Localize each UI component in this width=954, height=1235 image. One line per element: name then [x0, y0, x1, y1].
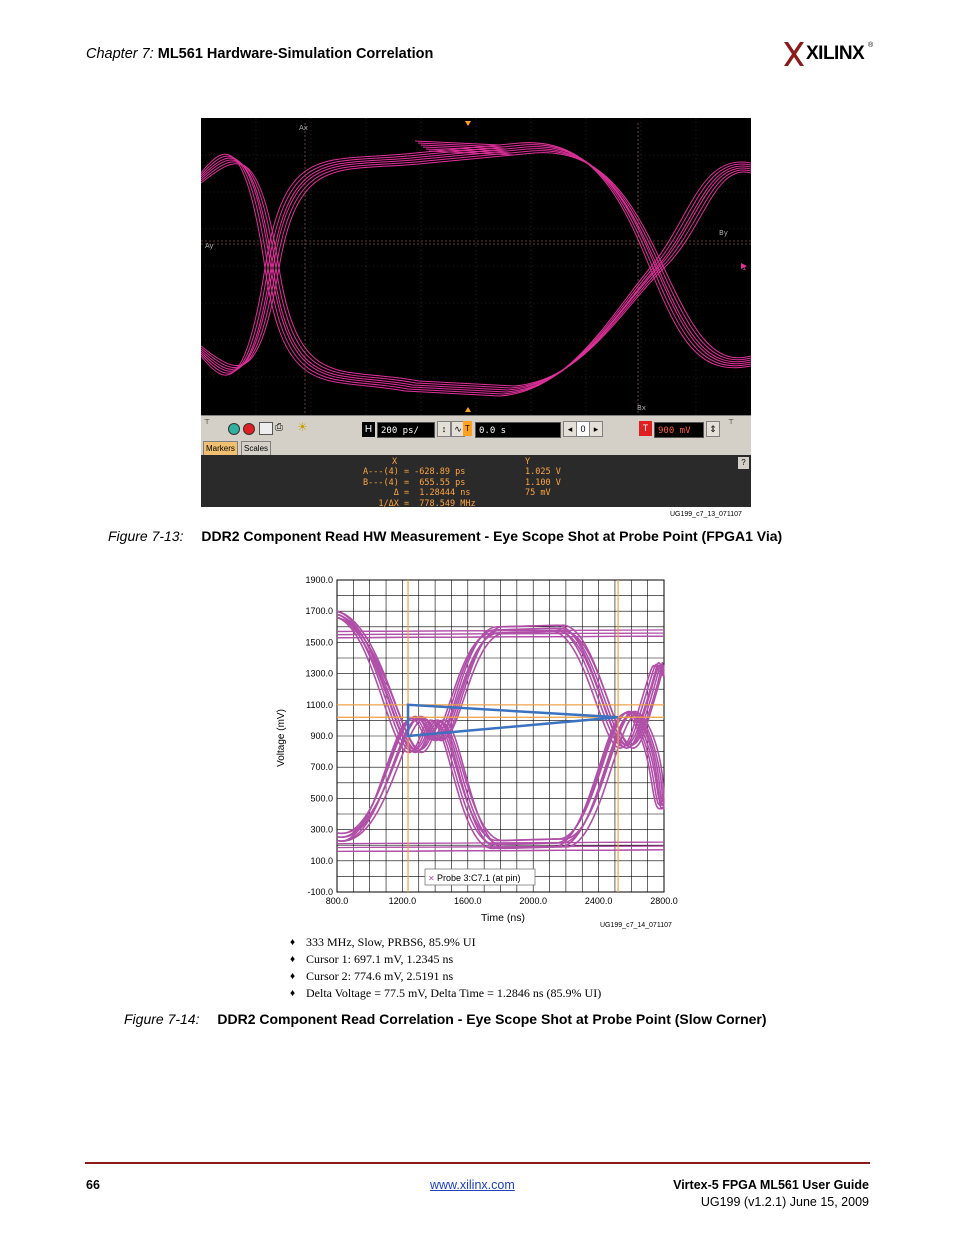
chart-legend	[425, 869, 535, 885]
y-tick-label: 1900.0	[305, 575, 333, 585]
marker-readout-panel	[201, 455, 751, 507]
delay-decrement-button[interactable]: ◂	[563, 421, 577, 437]
figure13-caption-text: DDR2 Component Read HW Measurement - Eye Scope Shot at Probe Point (FPGA1 Via)	[201, 528, 783, 544]
figure14-image-id: UG199_c7_14_071107	[600, 922, 672, 929]
y-tick-label: 1300.0	[305, 668, 333, 679]
logo-text: XILINX	[806, 43, 865, 64]
trigger-icon: ⊤	[204, 419, 211, 426]
timebase-adjust-button[interactable]: ↕	[437, 421, 451, 437]
chapter-label: Chapter 7:	[86, 46, 154, 62]
readout-b-y: 1.100 V	[525, 477, 561, 488]
readout-y-header: Y	[525, 457, 531, 467]
x-tick-label: 2800.0	[650, 896, 678, 906]
y-tick-label: 100.0	[310, 855, 333, 866]
tab-markers[interactable]: Markers	[203, 441, 238, 455]
scope-eye-plot	[201, 118, 751, 415]
x-tick-label: 2400.0	[584, 896, 613, 906]
cursor-ay-label: Ay	[205, 242, 214, 250]
doc-title: Virtex-5 FPGA ML561 User Guide	[673, 1178, 869, 1192]
readout-a-x: A---(4) = -628.89 ps	[363, 467, 466, 477]
figure14-caption	[124, 1011, 767, 1027]
logo-registered-mark: ®	[868, 42, 874, 49]
y-tick-label: 700.0	[310, 762, 333, 773]
brightness-icon[interactable]: ☀	[297, 420, 308, 434]
delay-trigger-icon: T	[463, 421, 472, 436]
x-tick-label: 2000.0	[519, 896, 547, 906]
note-item: ♦ Cursor 1: 697.1 mV, 1.2345 ns	[290, 951, 601, 968]
note-item: ♦ Delta Voltage = 77.5 mV, Delta Time = 1.2846 ns (85.9% UI)	[290, 985, 601, 1002]
delay-increment-button[interactable]: ▸	[589, 421, 603, 437]
horizontal-label: H	[362, 422, 375, 437]
readout-a-y: 1.025 V	[525, 467, 561, 477]
scope-screenshot	[201, 118, 751, 507]
trigger-level-field[interactable]: 900 mV	[654, 422, 704, 438]
cursor-bx-label: Bx	[637, 404, 646, 412]
figure13-image-id: UG199_c7_13_071107	[670, 511, 742, 518]
delay-field[interactable]: 0.0 s	[475, 422, 561, 438]
run-button[interactable]	[228, 423, 240, 435]
readout-delta-x: Δ = 1.28444 ns	[363, 488, 471, 498]
y-tick-label: 900.0	[310, 731, 333, 741]
readout-delta-y: 75 mV	[525, 488, 551, 498]
print-icon[interactable]: ⎙	[275, 422, 283, 433]
channel-1-marker: 1	[742, 264, 747, 272]
trigger-mode-icon: ⊤	[728, 419, 735, 426]
scope-toolbar	[201, 415, 751, 456]
legend-label: Probe 3:C7.1 (at pin)	[437, 873, 521, 883]
readout-x-header: X	[392, 457, 398, 467]
stop-button[interactable]	[243, 423, 255, 435]
timebase-field[interactable]: 200 ps/	[377, 422, 435, 438]
y-tick-label: 500.0	[310, 793, 333, 804]
y-axis-label: Voltage (mV)	[276, 709, 287, 767]
figure14-caption-label: Figure 7-14:	[124, 1011, 200, 1027]
delay-stepper-value[interactable]: 0	[576, 421, 590, 437]
x-tick-label: 1600.0	[454, 896, 482, 906]
single-button[interactable]	[259, 422, 273, 435]
tab-scales[interactable]: Scales	[241, 441, 271, 455]
figure14-caption-text: DDR2 Component Read Correlation - Eye Scope Shot at Probe Point (Slow Corner)	[217, 1011, 767, 1027]
running-header	[86, 46, 433, 62]
readout-freq: 1/ΔX = 778.549 MHz	[363, 498, 476, 509]
y-tick-label: 1700.0	[305, 606, 333, 617]
x-tick-label: 800.0	[325, 896, 349, 906]
eye-diagram-chart	[260, 570, 700, 935]
readout-b-x: B---(4) = 655.55 ps	[363, 477, 466, 488]
doc-id: UG199 (v1.2.1) June 15, 2009	[700, 1195, 869, 1209]
trigger-level-adjust-button[interactable]: ⇕	[706, 421, 720, 437]
legend-marker-icon: ✕	[428, 874, 435, 883]
help-button[interactable]: ?	[738, 457, 749, 469]
y-tick-label: 1500.0	[305, 637, 333, 648]
trigger-level-label: T	[639, 421, 652, 436]
figure13-caption	[108, 528, 782, 544]
figure14-notes	[290, 934, 601, 1002]
xilinx-logo-icon	[782, 40, 806, 68]
chapter-title: ML561 Hardware-Simulation Correlation	[157, 46, 434, 62]
figure13-caption-label: Figure 7-13:	[108, 528, 184, 544]
note-item: ♦ Cursor 2: 774.6 mV, 2.5191 ns	[290, 968, 601, 985]
y-tick-label: -100.0	[307, 887, 333, 897]
x-axis-label: Time (ns)	[481, 912, 525, 924]
cursor-by-label: By	[719, 229, 728, 237]
xilinx-logo	[782, 38, 872, 70]
y-tick-label: 1100.0	[306, 699, 333, 710]
waveform-icon[interactable]: ∿	[451, 421, 465, 437]
x-tick-label: 1200.0	[388, 896, 417, 906]
footer-rule	[85, 1162, 870, 1164]
footer-url-link[interactable]: www.xilinx.com	[430, 1178, 515, 1192]
page-number: 66	[86, 1178, 100, 1192]
y-tick-label: 300.0	[310, 824, 333, 835]
note-item: ♦ 333 MHz, Slow, PRBS6, 85.9% UI	[290, 934, 601, 951]
cursor-ax-label: Ax	[299, 124, 308, 132]
